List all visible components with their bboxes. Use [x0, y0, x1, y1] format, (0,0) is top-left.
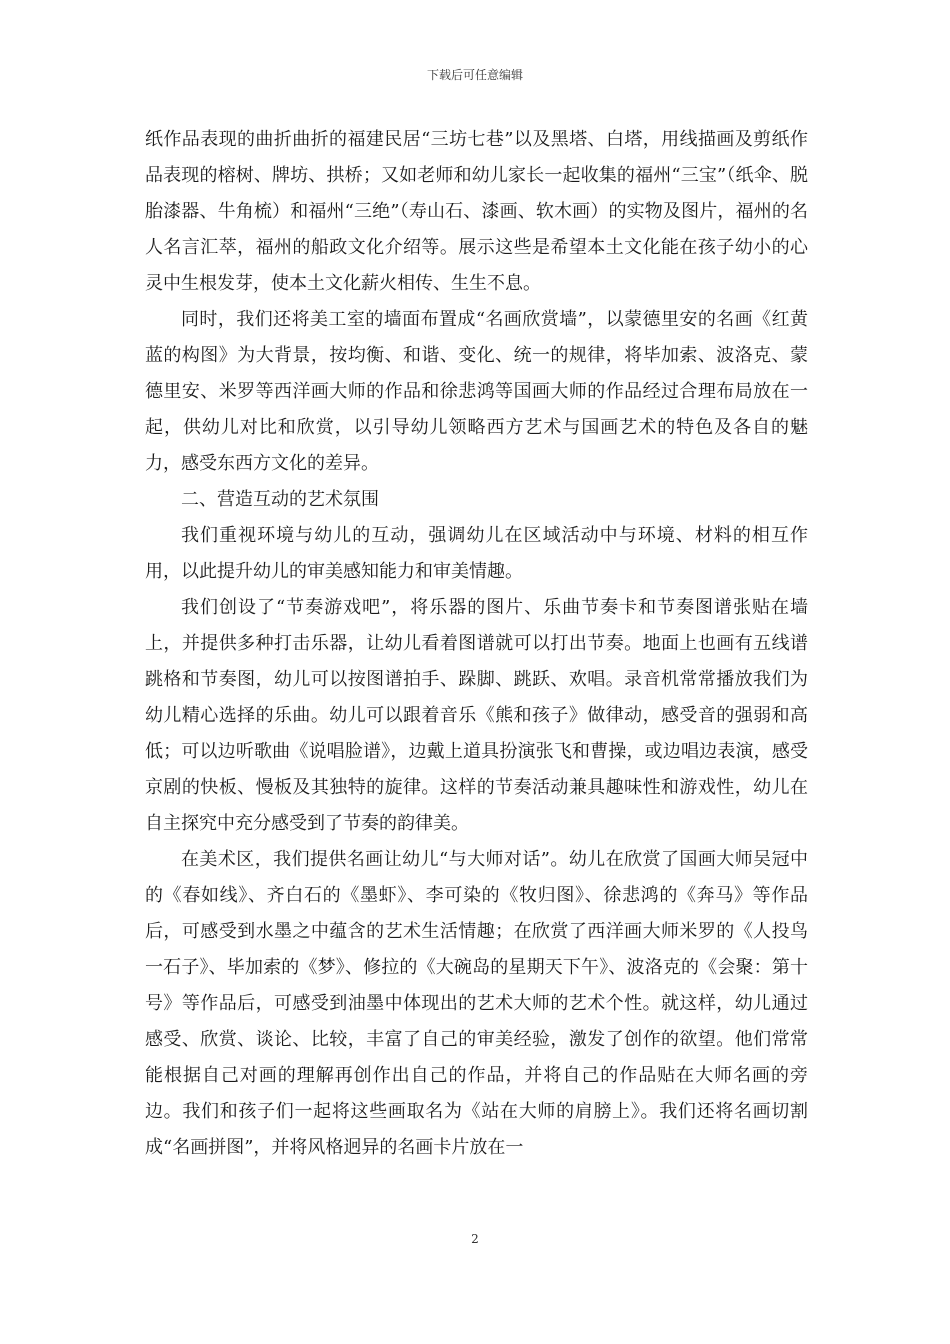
- paragraph-interaction-intro: 我们重视环境与幼儿的互动，强调幼儿在区域活动中与环境、材料的相互作用，以此提升幼儿的审美感知能力和审美情趣。: [145, 525, 808, 582]
- page-header: 下载后可任意编辑: [426, 68, 523, 82]
- section-heading: 二、营造互动的艺术氛围: [181, 489, 379, 510]
- paragraph-art-area: 在美术区，我们提供名画让幼儿“与大师对话”。幼儿在欣赏了国画大师吴冠中的《春如线》、齐白石的《墨虾》、李可染的《牧归图》、徐悲鸿的《奔马》等作品后，可感受到水墨之中蕴含的艺术生活情趣；在欣赏了西洋画大师米罗的《人投鸟一石子》、毕加索的《梦》、修拉的《大碗岛的星期天下午》、波洛克的《会聚：第十号》等作品后，可感受到油墨中体现出的艺术大师的艺术个性。就这样，幼儿通过感受、欣赏、谈论、比较，丰富了自己的审美经验，激发了创作的欲望。他们常常能根据自己对画的理解再创作出自己的作品，并将自己的作品贴在大师名画的旁边。我们和孩子们一起将这些画取名为《站在大师的肩膀上》。我们还将名画切割成“名画拼图”，并将风格迥异的名画卡片放在一: [145, 849, 808, 1158]
- page-number: 2: [471, 1232, 479, 1246]
- document-body: [145, 122, 808, 1166]
- paragraph-masterpiece-wall: 同时，我们还将美工室的墙面布置成“名画欣赏墙”，以蒙德里安的名画《红黄蓝的构图》为大背景，按均衡、和谐、变化、统一的规律，将毕加索、波洛克、蒙德里安、米罗等西洋画大师的作品和徐悲鸿等国画大师的作品经过合理布局放在一起，供幼儿对比和欣赏，以引导幼儿领略西方艺术与国画艺术的特色及各自的魅力，感受东西方文化的差异。: [145, 309, 808, 474]
- paragraph-continued: 纸作品表现的曲折曲折的福建民居“三坊七巷”以及黑塔、白塔，用线描画及剪纸作品表现的榕树、牌坊、拱桥；又如老师和幼儿家长一起收集的福州“三宝”（纸伞、脱胎漆器、牛角梳）和福州“三绝”（寿山石、漆画、软木画）的实物及图片，福州的名人名言汇萃，福州的船政文化介绍等。展示这些是希望本土文化能在孩子幼小的心灵中生根发芽，使本土文化薪火相传、生生不息。: [145, 129, 808, 294]
- paragraph-rhythm-game: 我们创设了“节奏游戏吧”，将乐器的图片、乐曲节奏卡和节奏图谱张贴在墙上，并提供多种打击乐器，让幼儿看着图谱就可以打出节奏。地面上也画有五线谱跳格和节奏图，幼儿可以按图谱拍手、跺脚、跳跃、欢唱。录音机常常播放我们为幼儿精心选择的乐曲。幼儿可以跟着音乐《熊和孩子》做律动，感受音的强弱和高低；可以边听歌曲《说唱脸谱》，边戴上道具扮演张飞和曹操，或边唱边表演，感受京剧的快板、慢板及其独特的旋律。这样的节奏活动兼具趣味性和游戏性，幼儿在自主探究中充分感受到了节奏的韵律美。: [145, 597, 808, 834]
